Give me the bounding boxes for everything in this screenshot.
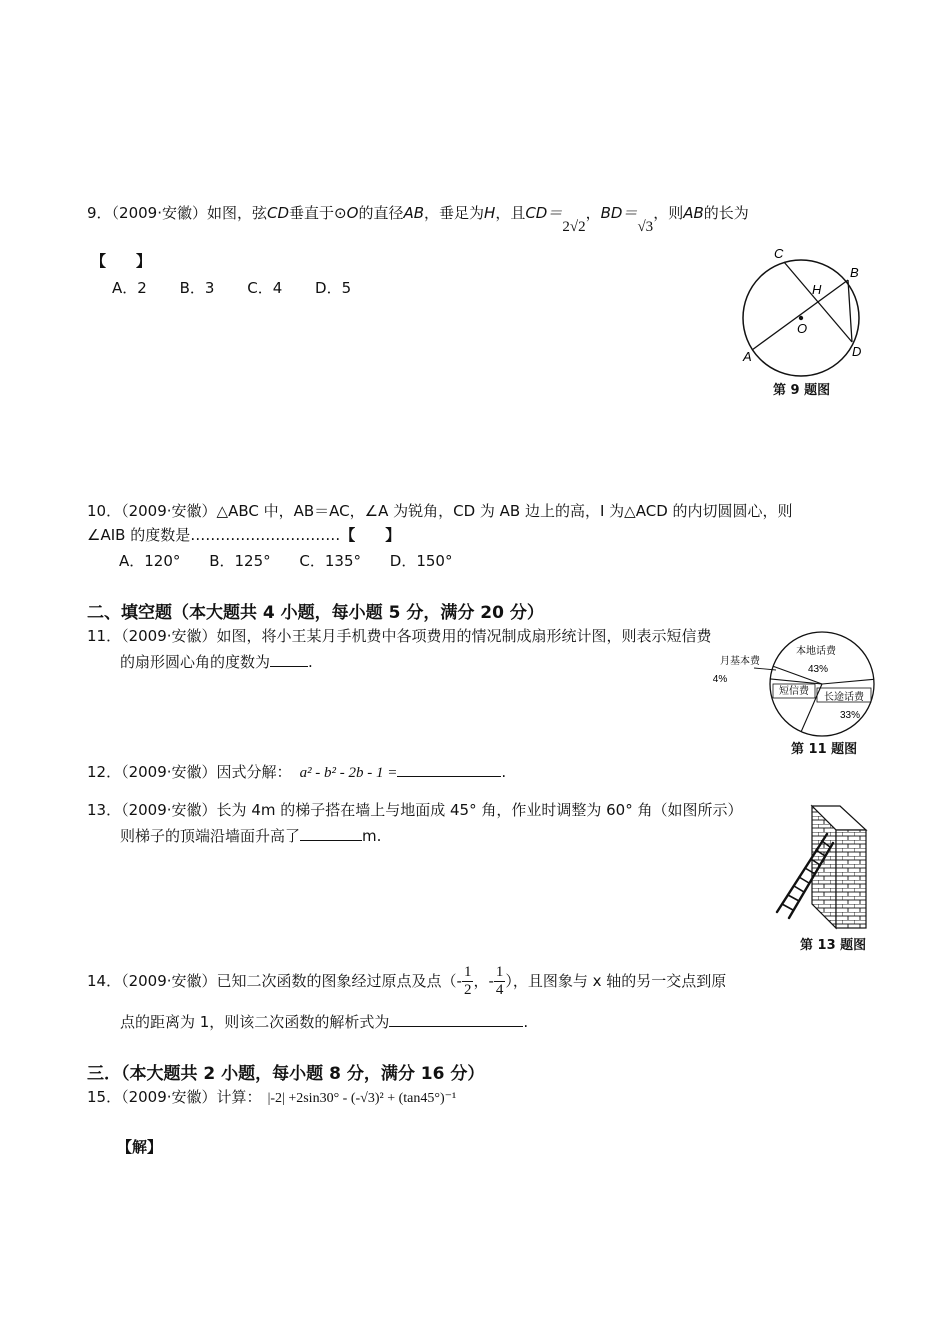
pie-value-0: 43% bbox=[807, 664, 829, 675]
q10-choice-b: B．125° bbox=[209, 552, 271, 570]
q9-choices bbox=[112, 277, 351, 298]
q10-choice-c: C．135° bbox=[299, 552, 361, 570]
q9-choice-b: B．3 bbox=[179, 279, 215, 297]
q13-ladder-wall-figure bbox=[770, 800, 870, 932]
pie-label-0: 本地话费 bbox=[796, 646, 836, 657]
q12-answer-blank[interactable] bbox=[397, 762, 501, 777]
q10-line1: 10．（2009·安徽）△ABC 中，AB＝AC，∠A 为锐角，CD 为 AB 边上的高，I 为△ACD 的内切圆圆心，则 bbox=[87, 502, 793, 520]
q9-choice-c: C．4 bbox=[247, 279, 283, 297]
label-o: O bbox=[797, 321, 808, 336]
q10-line2: ∠AIB 的度数是…………………………【 】 bbox=[87, 526, 401, 544]
q13-figure-caption: 第 13 题图 bbox=[800, 938, 867, 953]
q13-answer-blank[interactable] bbox=[300, 826, 362, 841]
q12-line: 12．（2009·安徽）因式分解： a² - b² - 2b - 1 = . bbox=[87, 763, 507, 781]
q9-line1: 9．（2009·安徽）如图，弦CD垂直于⊙O的直径AB，垂足为H，且CD＝2√2，BD＝√3，则AB的长为 bbox=[87, 204, 749, 235]
q10-choice-d: D．150° bbox=[389, 552, 453, 570]
q9-figure-caption: 第 9 题图 bbox=[773, 383, 831, 398]
q9-choice-d: D．5 bbox=[315, 279, 352, 297]
q13-line2: 则梯子的顶端沿墙面升高了 m. bbox=[120, 827, 382, 845]
q14-answer-blank[interactable] bbox=[389, 1012, 523, 1027]
label-b: B bbox=[850, 265, 859, 280]
label-h: H bbox=[812, 282, 822, 297]
pie-label-2: 短信费 bbox=[779, 686, 809, 697]
label-d: D bbox=[852, 344, 862, 359]
q14-line2: 点的距离为 1，则该二次函数的解析式为 . bbox=[120, 1013, 529, 1031]
pie-label-3: 月基本费 bbox=[720, 656, 760, 667]
q14-fraction-1: $\frac{1}{2}$ bbox=[463, 964, 472, 998]
q14-line1: 14．（2009·安徽）已知二次函数的图象经过原点及点（- $\frac{1}{2}$ ，- $\frac{1}{4}$ ），且图象与 x 轴的另一交点到原 bbox=[87, 964, 727, 998]
label-a: A bbox=[743, 349, 752, 364]
q9-circle-figure bbox=[735, 240, 875, 380]
q11-line1: 11．（2009·安徽）如图，将小王某月手机费中各项费用的情况制成扇形统计图，则表示短信费 bbox=[87, 627, 712, 645]
q13-line1: 13．（2009·安徽）长为 4m 的梯子搭在墙上与地面成 45° 角，作业时调整为 60° 角（如图所示） bbox=[87, 801, 743, 819]
q11-answer-blank[interactable] bbox=[270, 652, 308, 667]
center-dot bbox=[799, 316, 803, 320]
q14-fraction-2: $\frac{1}{4}$ bbox=[495, 964, 504, 998]
q15-solution-label: 【解】 bbox=[117, 1138, 163, 1156]
section-3-title: 三．（本大题共 2 小题，每小题 8 分，满分 16 分） bbox=[87, 1064, 485, 1084]
q15-line: 15．（2009·安徽）计算： |-2| +2sin30° - (-√3)² + (tan45°)⁻¹ bbox=[87, 1088, 457, 1106]
wall-front bbox=[836, 830, 866, 928]
q11-pie-chart bbox=[690, 628, 875, 740]
chord-cd bbox=[784, 262, 852, 342]
pie-value-1: 33% bbox=[839, 710, 861, 721]
q10-choice-a: A．120° bbox=[119, 552, 181, 570]
pie-value-3: 4% bbox=[712, 674, 728, 685]
q9-answer-bracket: 【 】 bbox=[91, 252, 152, 270]
section-2-title: 二、填空题（本大题共 4 小题，每小题 5 分，满分 20 分） bbox=[87, 603, 544, 623]
pie-label-1: 长途话费 bbox=[824, 692, 864, 703]
q11-figure-caption: 第 11 题图 bbox=[791, 742, 858, 757]
label-c: C bbox=[774, 246, 784, 261]
q11-line2: 的扇形圆心角的度数为 . bbox=[120, 653, 313, 671]
diameter-ab bbox=[752, 280, 848, 350]
q9-choice-a: A．2 bbox=[112, 279, 147, 297]
q10-choices bbox=[119, 550, 452, 571]
